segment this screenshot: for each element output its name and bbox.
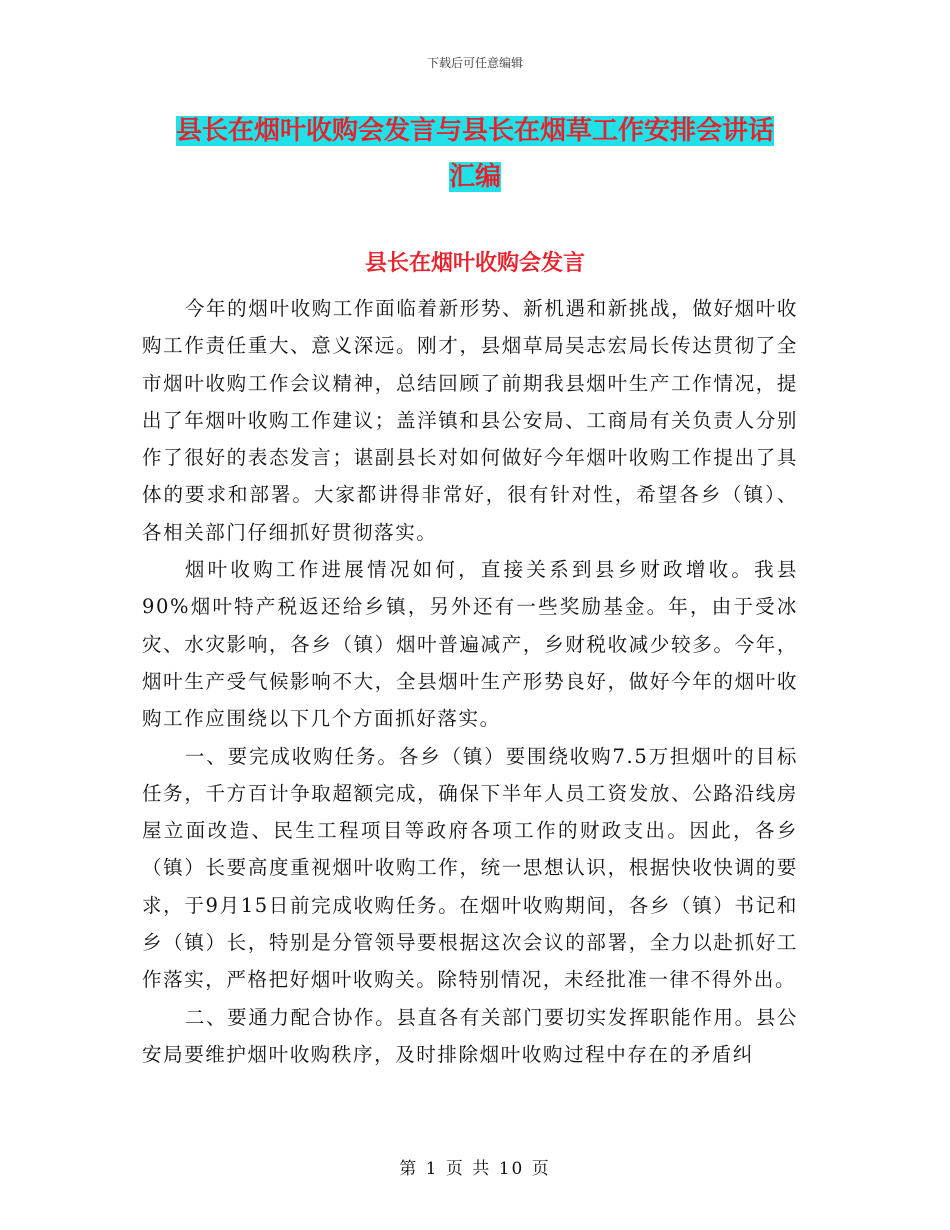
page-header-note: 下载后可任意编辑: [426, 56, 523, 70]
document-title-line2: 汇编: [448, 162, 501, 192]
document-body: [142, 290, 798, 1073]
document-title: [140, 108, 810, 200]
paragraph: 烟叶收购工作进展情况如何，直接关系到县乡财政增收。我县90%烟叶特产税返还给乡镇，另外还有一些奖励基金。年，由于受冰灾、水灾影响，各乡（镇）烟叶普遍减产，乡财税收减少较多。今年，烟叶生产受气候影响不大，全县烟叶生产形势良好，做好今年的烟叶收购工作应围绕以下几个方面抓好落实。: [142, 558, 798, 731]
page-footer: 第 1 页 共 10 页: [399, 1159, 551, 1179]
document-title-line1: 县长在烟叶收购会发言与县长在烟草工作安排会讲话: [175, 116, 774, 146]
section-title: 县长在烟叶收购会发言: [364, 250, 585, 276]
paragraph: 一、要完成收购任务。各乡（镇）要围绕收购7.5万担烟叶的目标任务，千方百计争取超额完成，确保下半年人员工资发放、公路沿线房屋立面改造、民生工程项目等政府各项工作的财政支出。因此，各乡（镇）长要高度重视烟叶收购工作，统一思想认识，根据快收快调的要求，于9月15日前完成收购任务。在烟叶收购期间，各乡（镇）书记和乡（镇）长，特别是分管领导要根据这次会议的部署，全力以赴抓好工作落实，严格把好烟叶收购关。除特别情况，未经批准一律不得外出。: [142, 744, 798, 992]
paragraph: 今年的烟叶收购工作面临着新形势、新机遇和新挑战，做好烟叶收购工作责任重大、意义深远。刚才，县烟草局吴志宏局长传达贯彻了全市烟叶收购工作会议精神，总结回顾了前期我县烟叶生产工作情况，提出了年烟叶收购工作建议；盖洋镇和县公安局、工商局有关负责人分别作了很好的表态发言；谌副县长对如何做好今年烟叶收购工作提出了具体的要求和部署。大家都讲得非常好，很有针对性，希望各乡（镇）、各相关部门仔细抓好贯彻落实。: [142, 297, 798, 544]
paragraph: 二、要通力配合协作。县直各有关部门要切实发挥职能作用。县公安局要维护烟叶收购秩序，及时排除烟叶收购过程中存在的矛盾纠: [142, 1005, 798, 1066]
